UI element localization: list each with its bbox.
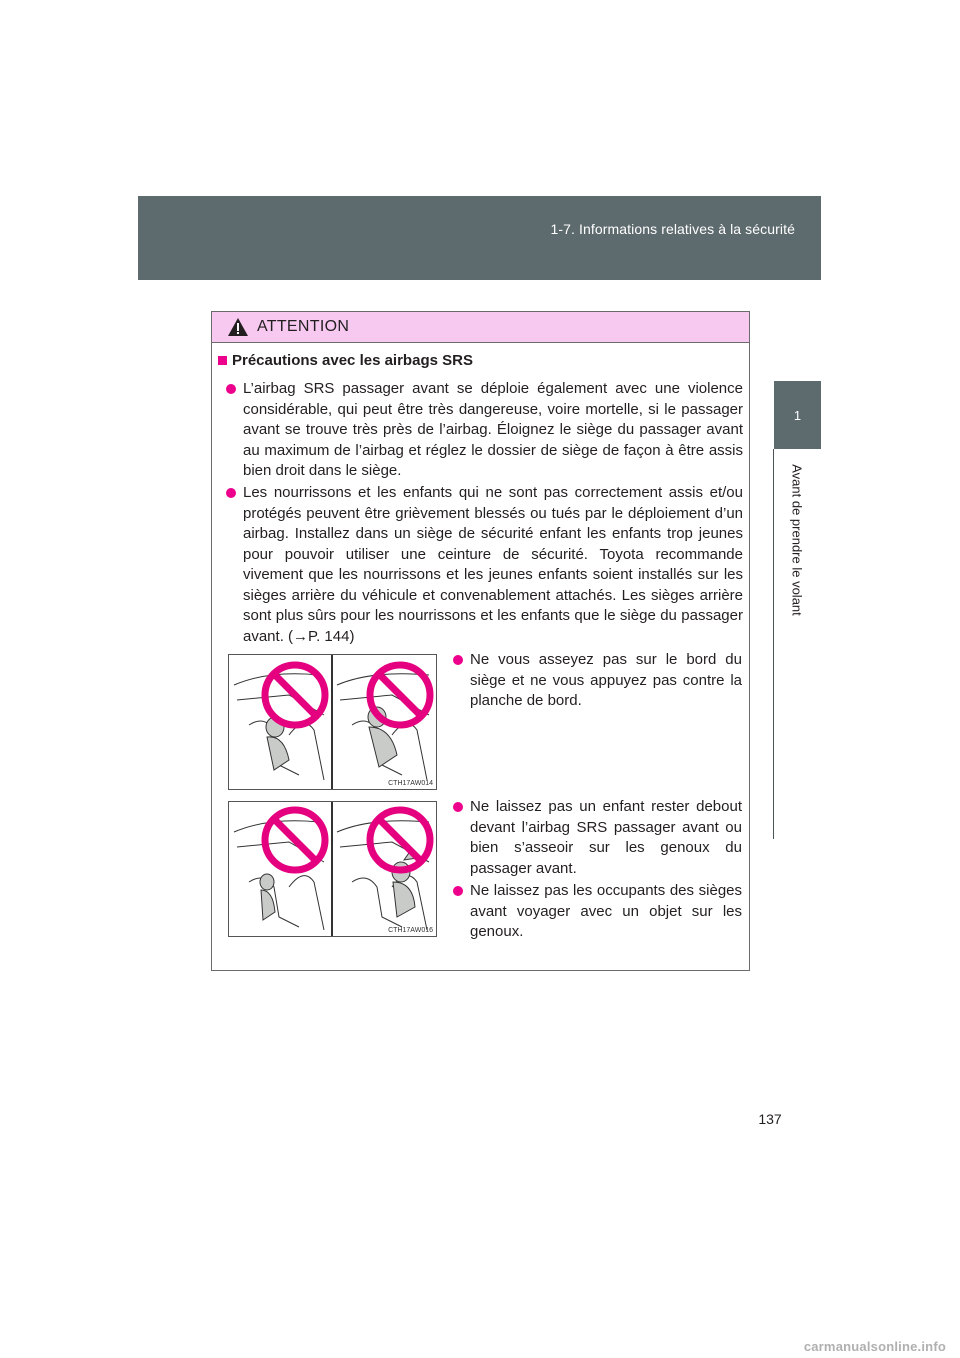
bullet-dot-icon: [226, 384, 236, 394]
chapter-tab: [774, 381, 821, 449]
section-title: 1-7. Informations relatives à la sécurité: [550, 221, 795, 237]
bullet-dot-icon: [226, 488, 236, 498]
chapter-number: 1: [793, 407, 802, 423]
bullet-text: Ne vous asseyez pas sur le bord du siège et ne vous appuyez pas contre la planche de bord.: [470, 651, 742, 709]
bullet-item: [470, 650, 742, 712]
bullet-text: Les nourrissons et les enfants qui ne sont pas correctement assis et/ou protégés peuvent être grièvement blessés ou tués par le déploiement d’un airbag. Installez dans un siège de sécurité enfant les enfants trop jeunes pour pouvoir utiliser une ceinture de sécurité. Toyota recommande vivement que les nourrissons et les jeunes enfants soient installés sur les sièges arrière du véhicule et convenablement attachés. Les sièges arrière sont plus sûrs pour les nourrissons et les enfants que le siège du passager avant. (→P. 144): [243, 484, 743, 645]
attention-title: ATTENTION: [257, 318, 350, 335]
bullet-dot-icon: [453, 655, 463, 665]
square-bullet-icon: [218, 356, 227, 365]
section-header-band: [138, 196, 821, 280]
watermark: carmanualsonline.info: [803, 1339, 946, 1354]
attention-box: [211, 311, 750, 971]
attention-header: [212, 312, 749, 343]
page-number: 137: [758, 1111, 782, 1127]
illustration-code: CTH17AW014: [388, 780, 433, 787]
bullet-item: [243, 379, 743, 482]
warning-triangle-icon: [227, 317, 249, 337]
bullet-text: Ne laissez pas les occupants des sièges avant voyager avec un objet sur les genoux.: [470, 882, 742, 940]
bullet-dot-icon: [453, 886, 463, 896]
chapter-title: Avant de prendre le volant: [789, 464, 805, 616]
bullet-text: L’airbag SRS passager avant se déploie également avec une violence considérable, qui peut être très dangereuse, voire mortelle, si le passager avant se trouve très près de l’airbag. Éloignez le siège du passager avant au maximum de l’airbag et réglez le dossier de siège de façon à être assis bien droit dans le siège.: [243, 380, 743, 479]
chapter-divider: [773, 449, 774, 839]
illustration-seated-too-close: [228, 654, 437, 790]
section-heading: [218, 352, 473, 369]
bullet-dot-icon: [453, 802, 463, 812]
illustration-code: CTH17AW016: [388, 927, 433, 934]
section-heading-text: Précautions avec les airbags SRS: [232, 352, 473, 369]
bullet-item: [470, 881, 742, 943]
bullet-item: [470, 797, 742, 879]
illustration-child-and-lap: [228, 801, 437, 937]
bullet-item: [243, 483, 743, 647]
bullet-text: Ne laissez pas un enfant rester debout devant l’airbag SRS passager avant ou bien s’asseoir sur les genoux du passager avant.: [470, 798, 742, 877]
